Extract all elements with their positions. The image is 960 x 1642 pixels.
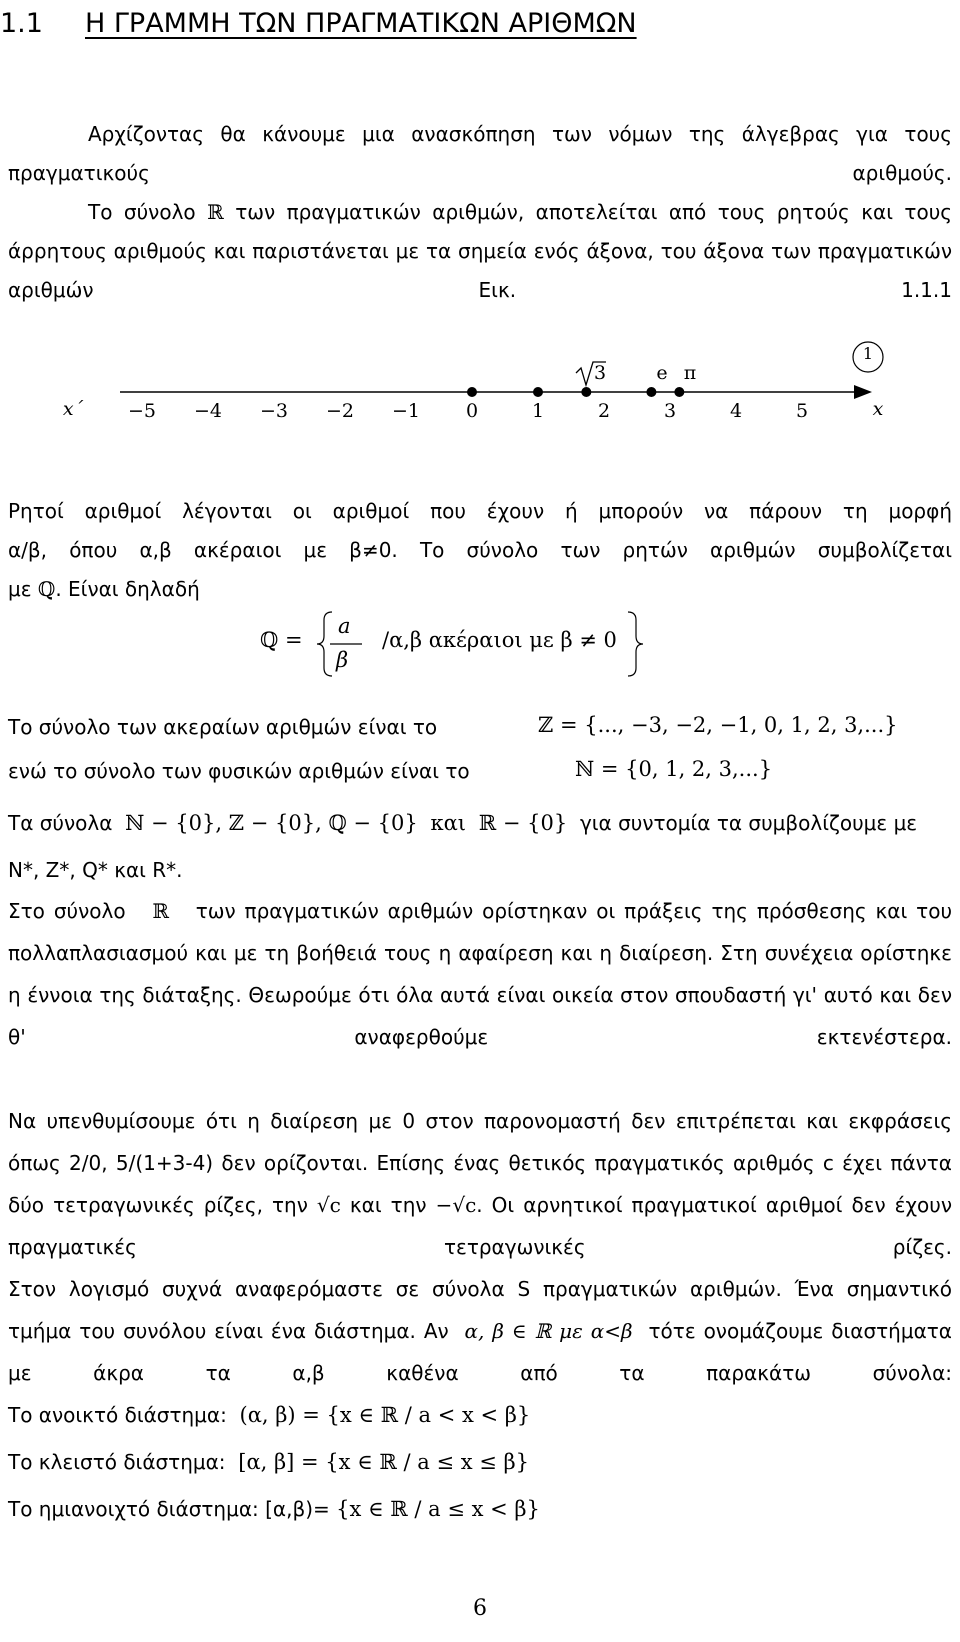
tick-label: 4 — [729, 400, 743, 422]
point-dot — [674, 387, 684, 397]
point-dot — [467, 387, 477, 397]
closed-interval-formula: [α, β] = {x ∈ ℝ / a ≤ x ≤ β} — [238, 1450, 530, 1474]
operations-paragraph: Στο σύνολο ℝ των πραγματικών αριθμών ορίστηκαν οι πράξεις της πρόσθεσης και του πολλαπλασιασμού και με τη βοήθειά τους η αφαίρεση και η διαίρεση. Στη συνέχεια ορίστηκε η έννοια της διάταξης. Θεωρούμε ότι όλα αυτά είναι οικεία στον σπουδαστή γι' αυτό και δεν θ' αναφερθούμε εκτενέστερα. — [8, 899, 953, 1049]
sqrt-c: √c — [316, 1193, 341, 1217]
rationals-formula — [260, 608, 650, 680]
tick-label: 1 — [531, 400, 545, 422]
intro-paragraph-1: Αρχίζοντας θα κάνουμε μια ανασκόπηση των νόμων της άλγεβρας για τους πραγματικούς αριθμούς. — [8, 122, 952, 185]
axis-right-label: x — [872, 398, 884, 420]
tick-label: −1 — [391, 400, 421, 422]
number-line-axis — [0, 340, 960, 450]
e-label: e — [656, 362, 668, 384]
rationals-line-1: Ρητοί αριθμοί λέγονται οι αριθμοί που έχουν ή μπορούν να πάρουν τη μορφή — [8, 499, 952, 523]
sqrt3-label: 3 — [593, 362, 607, 384]
closed-interval: Το κλειστό διάστημα: [α, β] = {x ∈ ℝ / a ≤ x ≤ β} — [8, 1450, 530, 1474]
formula-condition: /α,β ακέραιοι με β ≠ 0 — [382, 628, 617, 652]
tick-label: −2 — [325, 400, 355, 422]
tick-label: 5 — [795, 400, 809, 422]
set-r-symbol-2: ℝ — [152, 899, 169, 923]
number-line-figure — [0, 340, 960, 450]
open-interval: Το ανοικτό διάστημα: (α, β) = {x ∈ ℝ / a < x < β} — [8, 1403, 531, 1427]
naturals-line: ενώ το σύνολο των φυσικών αριθμών είναι το — [8, 759, 470, 783]
open-interval-formula: (α, β) = {x ∈ ℝ / a < x < β} — [239, 1403, 531, 1427]
tick-label: 2 — [597, 400, 611, 422]
formula-lhs: ℚ = — [260, 628, 303, 652]
starred-sets-line: Τα σύνολα ℕ − {0}, ℤ − {0}, ℚ − {0} και ℝ − {0} για συντομία τα συμβολίζουμε με — [8, 811, 918, 835]
section-title: Η ΓΡΑΜΜΗ ΤΩΝ ΠΡΑΓΜΑΤΙΚΩΝ ΑΡΙΘΜΩΝ — [85, 8, 637, 39]
intervals-paragraph: Στον λογισμό συχνά αναφερόμαστε σε σύνολα S πραγματικών αριθμών. Ένα σημαντικό τμήμα του συνόλου είναι ένα διάστημα. Αν α, β ∈ ℝ με α<β τότε ονομάζουμε διαστήματα με άκρα τα α,β καθένα από τα παρακάτω σύνολα: — [8, 1277, 952, 1385]
formula-numerator: a — [338, 614, 351, 638]
intro-paragraph-2: Το σύνολο ℝ των πραγματικών αριθμών, αποτελείται από τους ρητούς και τους άρρητους αριθμούς και παριστάνεται με τα σημεία ενός άξονα, του άξονα των πραγματικών αριθμών Εικ. 1.1.1 — [8, 200, 953, 302]
neg-sqrt-c: −√c — [435, 1193, 477, 1217]
set-r-symbol: ℝ — [207, 200, 224, 224]
pi-label: π — [683, 362, 697, 384]
set-q-symbol: ℚ — [37, 577, 56, 601]
tick-label: −4 — [193, 400, 223, 422]
naturals-formula: ℕ = {0, 1, 2, 3,...} — [575, 757, 773, 781]
figure-number: 1 — [862, 344, 874, 363]
starred-sets-formula: ℕ − {0}, ℤ − {0}, ℚ − {0} — [125, 811, 418, 835]
integers-line: Το σύνολο των ακεραίων αριθμών είναι το — [8, 715, 438, 739]
point-dot — [646, 387, 656, 397]
starred-sets-line-2: N*, Z*, Q* και R*. — [8, 858, 183, 882]
tick-label: 0 — [465, 400, 479, 422]
tick-label: 3 — [663, 400, 677, 422]
tick-label: −5 — [127, 400, 157, 422]
half-open-interval: Το ημιανοιχτό διάστημα: [α,β)= {x ∈ ℝ / a ≤ x < β} — [8, 1497, 540, 1521]
integers-formula: ℤ = {..., −3, −2, −1, 0, 1, 2, 3,...} — [538, 713, 898, 737]
point-dot — [581, 387, 591, 397]
interval-condition: α, β ∈ ℝ με α<β — [464, 1319, 633, 1343]
formula-denominator: β — [336, 648, 349, 672]
half-open-interval-formula: {x ∈ ℝ / a ≤ x < β} — [336, 1497, 540, 1521]
point-dot — [533, 387, 543, 397]
axis-left-label: x΄ — [62, 398, 84, 420]
tick-label: −3 — [259, 400, 289, 422]
division-paragraph: Να υπενθυμίσουμε ότι η διαίρεση με 0 στον παρονομαστή δεν επιτρέπεται και εκφράσεις όπως 2/0, 5/(1+3-4) δεν ορίζονται. Επίσης ένας θετικός πραγματικός αριθμός c έχει πάντα δύο τετραγωνικές ρίζες, την √c και την −√c. Οι αρνητικοί πραγματικοί αριθμοί δεν έχουν πραγματικές τετραγωνικές ρίζες. — [8, 1109, 953, 1259]
section-number: 1.1 — [0, 8, 43, 39]
page-number: 6 — [473, 1596, 487, 1621]
rationals-line-3: με ℚ. Είναι δηλαδή — [8, 577, 200, 601]
rationals-line-2: α/β, όπου α,β ακέραιοι με β≠0. Το σύνολο των ρητών αριθμών συμβολίζεται — [8, 538, 952, 562]
